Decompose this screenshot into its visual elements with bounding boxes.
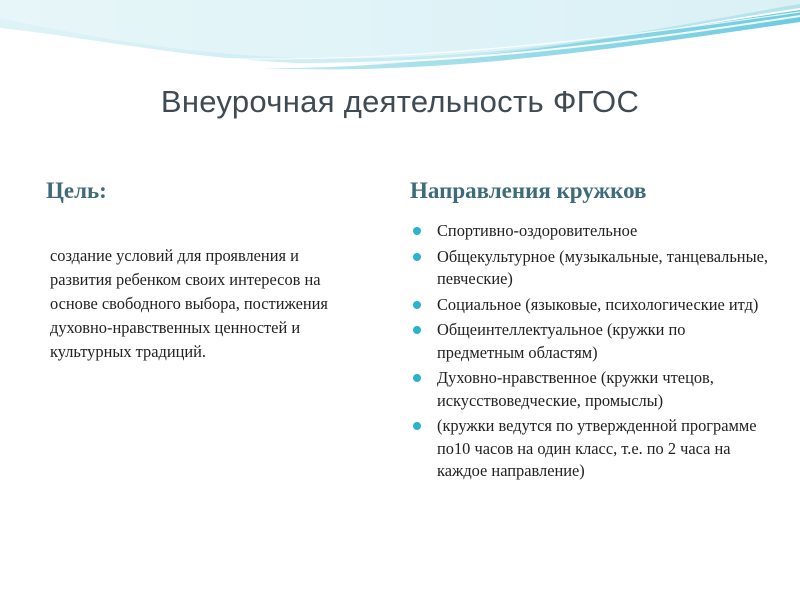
list-item (410, 246, 770, 291)
bullet-icon (413, 422, 421, 430)
directions-list (410, 220, 770, 486)
goal-heading: Цель: (46, 178, 107, 203)
bullet-icon (413, 253, 421, 261)
bullet-icon (413, 374, 421, 382)
decorative-wave-header (0, 0, 800, 80)
list-item-text: (кружки ведутся по утвержденной программе по10 часов на один класс, т.е. по 2 часа на каждое направление) (437, 416, 757, 480)
list-item (410, 294, 770, 317)
list-item (410, 220, 770, 243)
list-item-text: Социальное (языковые, психологические итд) (437, 294, 759, 314)
bullet-icon (413, 227, 421, 235)
list-item-text: Общекультурное (музыкальные, танцевальные, певческие) (437, 246, 768, 288)
list-item (410, 415, 770, 483)
list-item-text: Общеинтеллектуальное (кружки по предметным областям) (437, 320, 686, 362)
bullet-icon (413, 301, 421, 309)
goal-text: создание условий для проявления и развития ребенком своих интересов на основе свободного выбора, постижения духовно-нравственных ценностей и культурных традиций. (50, 246, 328, 361)
list-item (410, 367, 770, 412)
bullet-icon (413, 326, 421, 334)
list-item-text: Духовно-нравственное (кружки чтецов, искусствоведческие, промыслы) (437, 368, 714, 410)
list-item (410, 319, 770, 364)
directions-heading: Направления кружков (410, 178, 647, 203)
slide-title: Внеурочная деятельность ФГОС (160, 84, 640, 119)
list-item-text: Спортивно-оздоровительное (437, 221, 638, 240)
